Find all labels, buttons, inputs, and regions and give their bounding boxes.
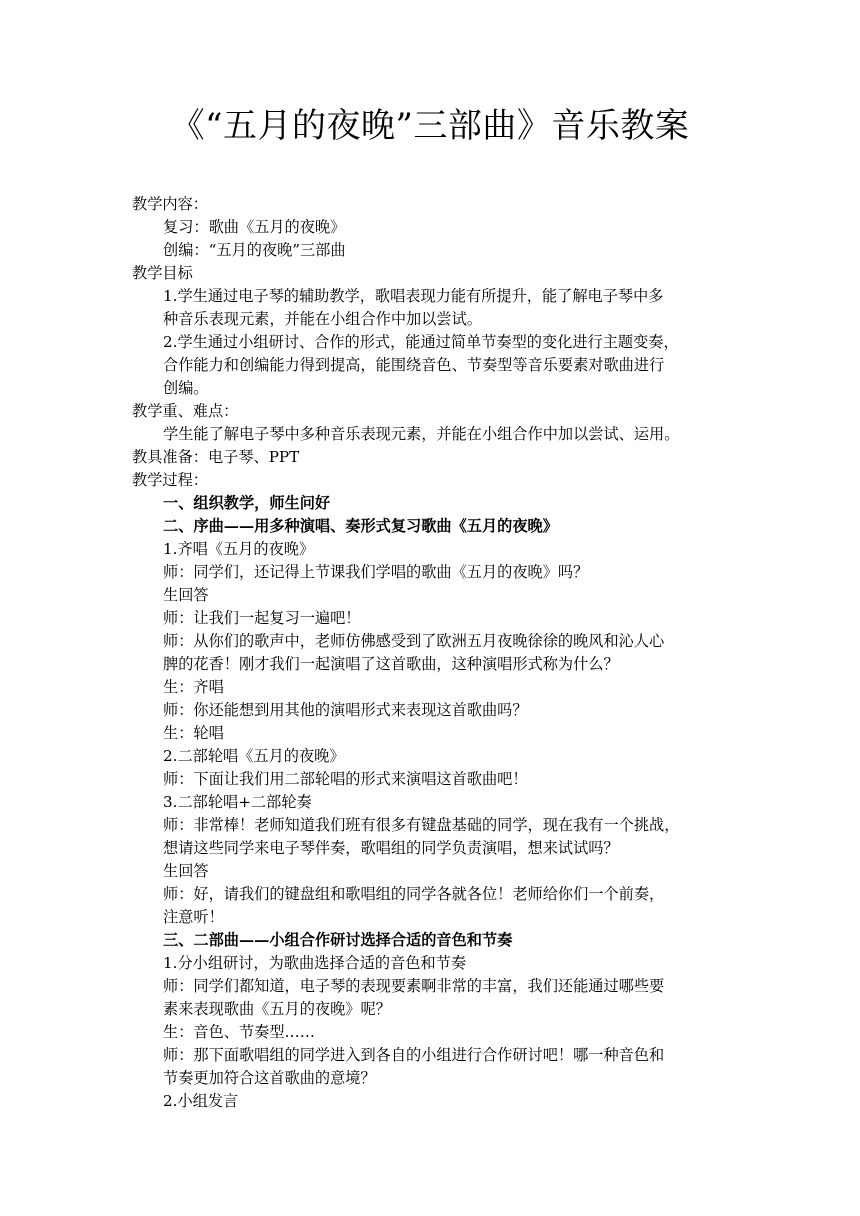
s2-teacher-1: 师：同学们，还记得上节课我们学唱的歌曲《五月的夜晚》吗？ [163, 563, 589, 581]
goal2-line2: 合作能力和创编能力得到提高，能围绕音色、节奏型等音乐要素对歌曲进行 [163, 356, 665, 374]
key-text: 学生能了解电子琴中多种音乐表现元素，并能在小组合作中加以尝试、运用。 [163, 425, 680, 443]
s3-teacher-2-line1: 师：那下面歌唱组的同学进入到各自的小组进行合作研讨吧！哪一种音色和 [163, 1046, 665, 1064]
s3-teacher-2-line2: 节奏更加符合这首歌曲的意境？ [163, 1069, 376, 1087]
document-title: 《“五月的夜晚”三部曲》音乐教案 [170, 106, 690, 146]
s2-teacher-6-line2: 想请这些同学来电子琴伴奏，歌唱组的同学负责演唱，想来试试吗？ [163, 839, 619, 857]
tools-line: 教具准备：电子琴、PPT [132, 448, 300, 466]
s3-teacher-1-line1: 师：同学们都知道，电子琴的表现要素啊非常的丰富，我们还能通过哪些要 [163, 977, 665, 995]
s2-student-3: 生：轮唱 [163, 724, 224, 742]
goals-label: 教学目标 [132, 264, 193, 282]
s2-teacher-2: 师：让我们一起复习一遍吧！ [163, 609, 361, 627]
document-body [132, 193, 732, 1113]
s2-student-4: 生回答 [163, 862, 209, 880]
s2-student-1: 生回答 [163, 586, 209, 604]
goal2-line1: 2.学生通过小组研讨、合作的形式，能通过简单节奏型的变化进行主题变奏， [163, 333, 679, 351]
s2-teacher-6-line1: 师：非常棒！老师知道我们班有很多有键盘基础的同学，现在我有一个挑战， [163, 816, 680, 834]
review-line: 复习：歌曲《五月的夜晚》 [163, 218, 346, 236]
s2-teacher-7-line2: 注意听！ [163, 908, 224, 926]
s2-teacher-5: 师：下面让我们用二部轮唱的形式来演唱这首歌曲吧！ [163, 770, 528, 788]
key-label: 教学重、难点： [132, 402, 239, 420]
s3-teacher-1-line2: 素来表现歌曲《五月的夜晚》呢？ [163, 1000, 391, 1018]
s2-step2: 2.二部轮唱《五月的夜晚》 [163, 747, 345, 765]
section-1-heading: 一、组织教学，师生问好 [163, 494, 331, 512]
s2-step3: 3.二部轮唱+二部轮奏 [163, 793, 312, 811]
s3-student-1: 生：音色、节奏型…… [163, 1023, 315, 1041]
s2-student-2: 生：齐唱 [163, 678, 224, 696]
goal1-line2: 种音乐表现元素，并能在小组合作中加以尝试。 [163, 310, 482, 328]
process-label: 教学过程： [132, 471, 208, 489]
section-3-heading: 三、二部曲——小组合作研讨选择合适的音色和节奏 [163, 931, 513, 949]
s2-teacher-4: 师：你还能想到用其他的演唱形式来表现这首歌曲吗？ [163, 701, 528, 719]
s2-teacher-3-line1: 师：从你们的歌声中，老师仿佛感受到了欧洲五月夜晚徐徐的晚风和沁人心 [163, 632, 665, 650]
goal2-line3: 创编。 [163, 379, 209, 397]
goal1-line1: 1.学生通过电子琴的辅助教学，歌唱表现力能有所提升，能了解电子琴中多 [163, 287, 664, 305]
s2-step1: 1.齐唱《五月的夜晚》 [163, 540, 315, 558]
s2-teacher-3-line2: 脾的花香！刚才我们一起演唱了这首歌曲，这种演唱形式称为什么？ [163, 655, 619, 673]
s3-step2: 2.小组发言 [163, 1092, 239, 1110]
content-label: 教学内容： [132, 195, 208, 213]
s2-teacher-7-line1: 师：好，请我们的键盘组和歌唱组的同学各就各位！老师给你们一个前奏， [163, 885, 665, 903]
section-2-heading: 二、序曲——用多种演唱、奏形式复习歌曲《五月的夜晚》 [163, 517, 558, 535]
create-line: 创编：“五月的夜晚”三部曲 [163, 241, 346, 259]
s3-step1: 1.分小组研讨，为歌曲选择合适的音色和节奏 [163, 954, 467, 972]
